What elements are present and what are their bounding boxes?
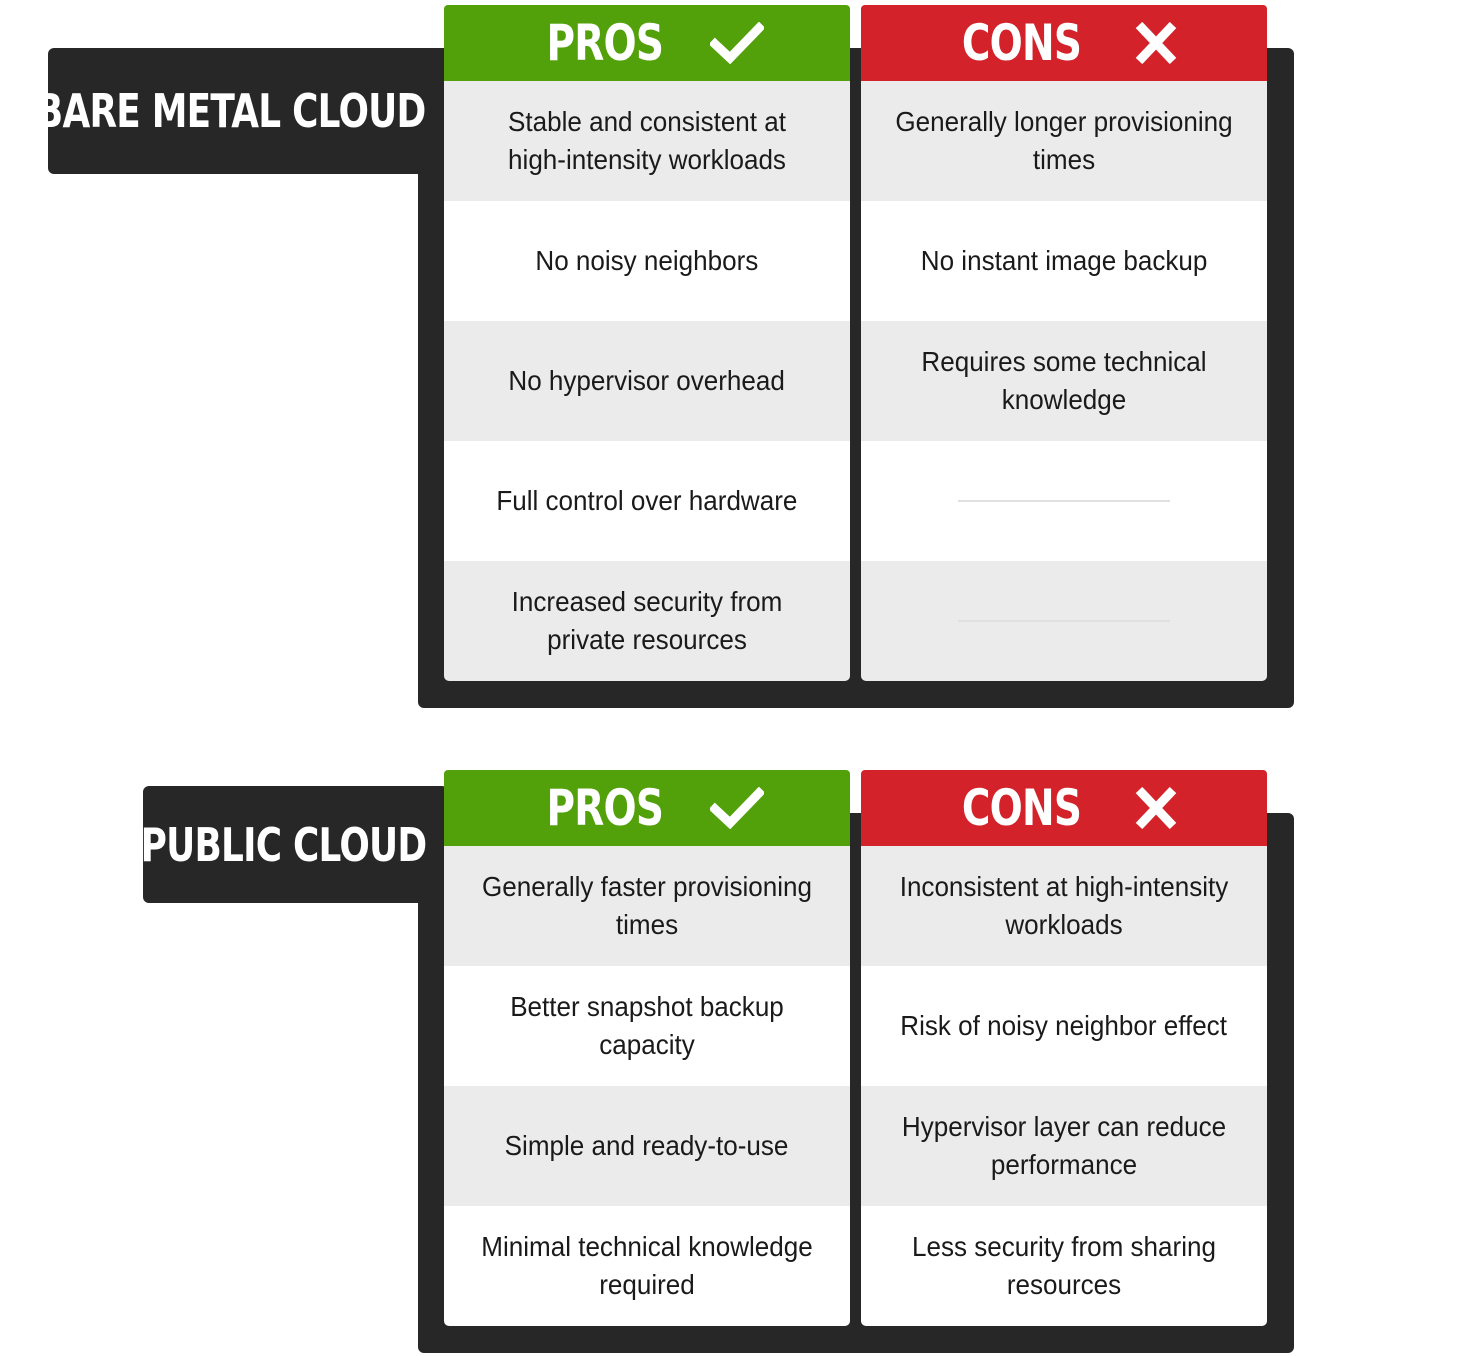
cons-item: Risk of noisy neighbor effect [861, 966, 1267, 1086]
empty-divider [958, 500, 1170, 502]
checkmark-icon [710, 787, 764, 829]
cons-item: Generally longer provisioning times [861, 81, 1267, 201]
x-mark-icon [1129, 22, 1183, 64]
cons-item: Inconsistent at high-intensity workloads [861, 846, 1267, 966]
cons-header [861, 770, 1267, 846]
pros-header [444, 5, 850, 81]
bare-metal-cons-column [861, 5, 1267, 681]
pros-item: Stable and consistent at high-intensity workloads [444, 81, 850, 201]
section-title: BARE METAL CLOUD [36, 84, 426, 138]
pros-item: Generally faster provisioning times [444, 846, 850, 966]
pros-item: No noisy neighbors [444, 201, 850, 321]
cons-header [861, 5, 1267, 81]
bare-metal-label [36, 48, 448, 174]
section-title: PUBLIC CLOUD [140, 817, 426, 872]
cons-item: Hypervisor layer can reduce performance [861, 1086, 1267, 1206]
cons-header-label: CONS [962, 14, 1082, 72]
public-cloud-section [0, 765, 1460, 1356]
public-cloud-pros-column [444, 770, 850, 1326]
pros-item: Increased security from private resources [444, 561, 850, 681]
pros-item: Better snapshot backup capacity [444, 966, 850, 1086]
cons-item: Requires some technical knowledge [861, 321, 1267, 441]
pros-item: Full control over hardware [444, 441, 850, 561]
checkmark-icon [710, 22, 764, 64]
pros-header [444, 770, 850, 846]
cons-item: No instant image backup [861, 201, 1267, 321]
bare-metal-pros-column [444, 5, 850, 681]
empty-divider [958, 620, 1170, 622]
pros-item: Simple and ready-to-use [444, 1086, 850, 1206]
public-cloud-label [140, 786, 448, 903]
pros-item: Minimal technical knowledge required [444, 1206, 850, 1326]
cons-item-empty [861, 561, 1267, 681]
cons-item: Less security from sharing resources [861, 1206, 1267, 1326]
public-cloud-cons-column [861, 770, 1267, 1326]
cons-item-empty [861, 441, 1267, 561]
cons-header-label: CONS [962, 779, 1082, 837]
x-mark-icon [1129, 787, 1183, 829]
pros-header-label: PROS [546, 779, 664, 837]
pros-item: No hypervisor overhead [444, 321, 850, 441]
pros-header-label: PROS [546, 14, 664, 72]
